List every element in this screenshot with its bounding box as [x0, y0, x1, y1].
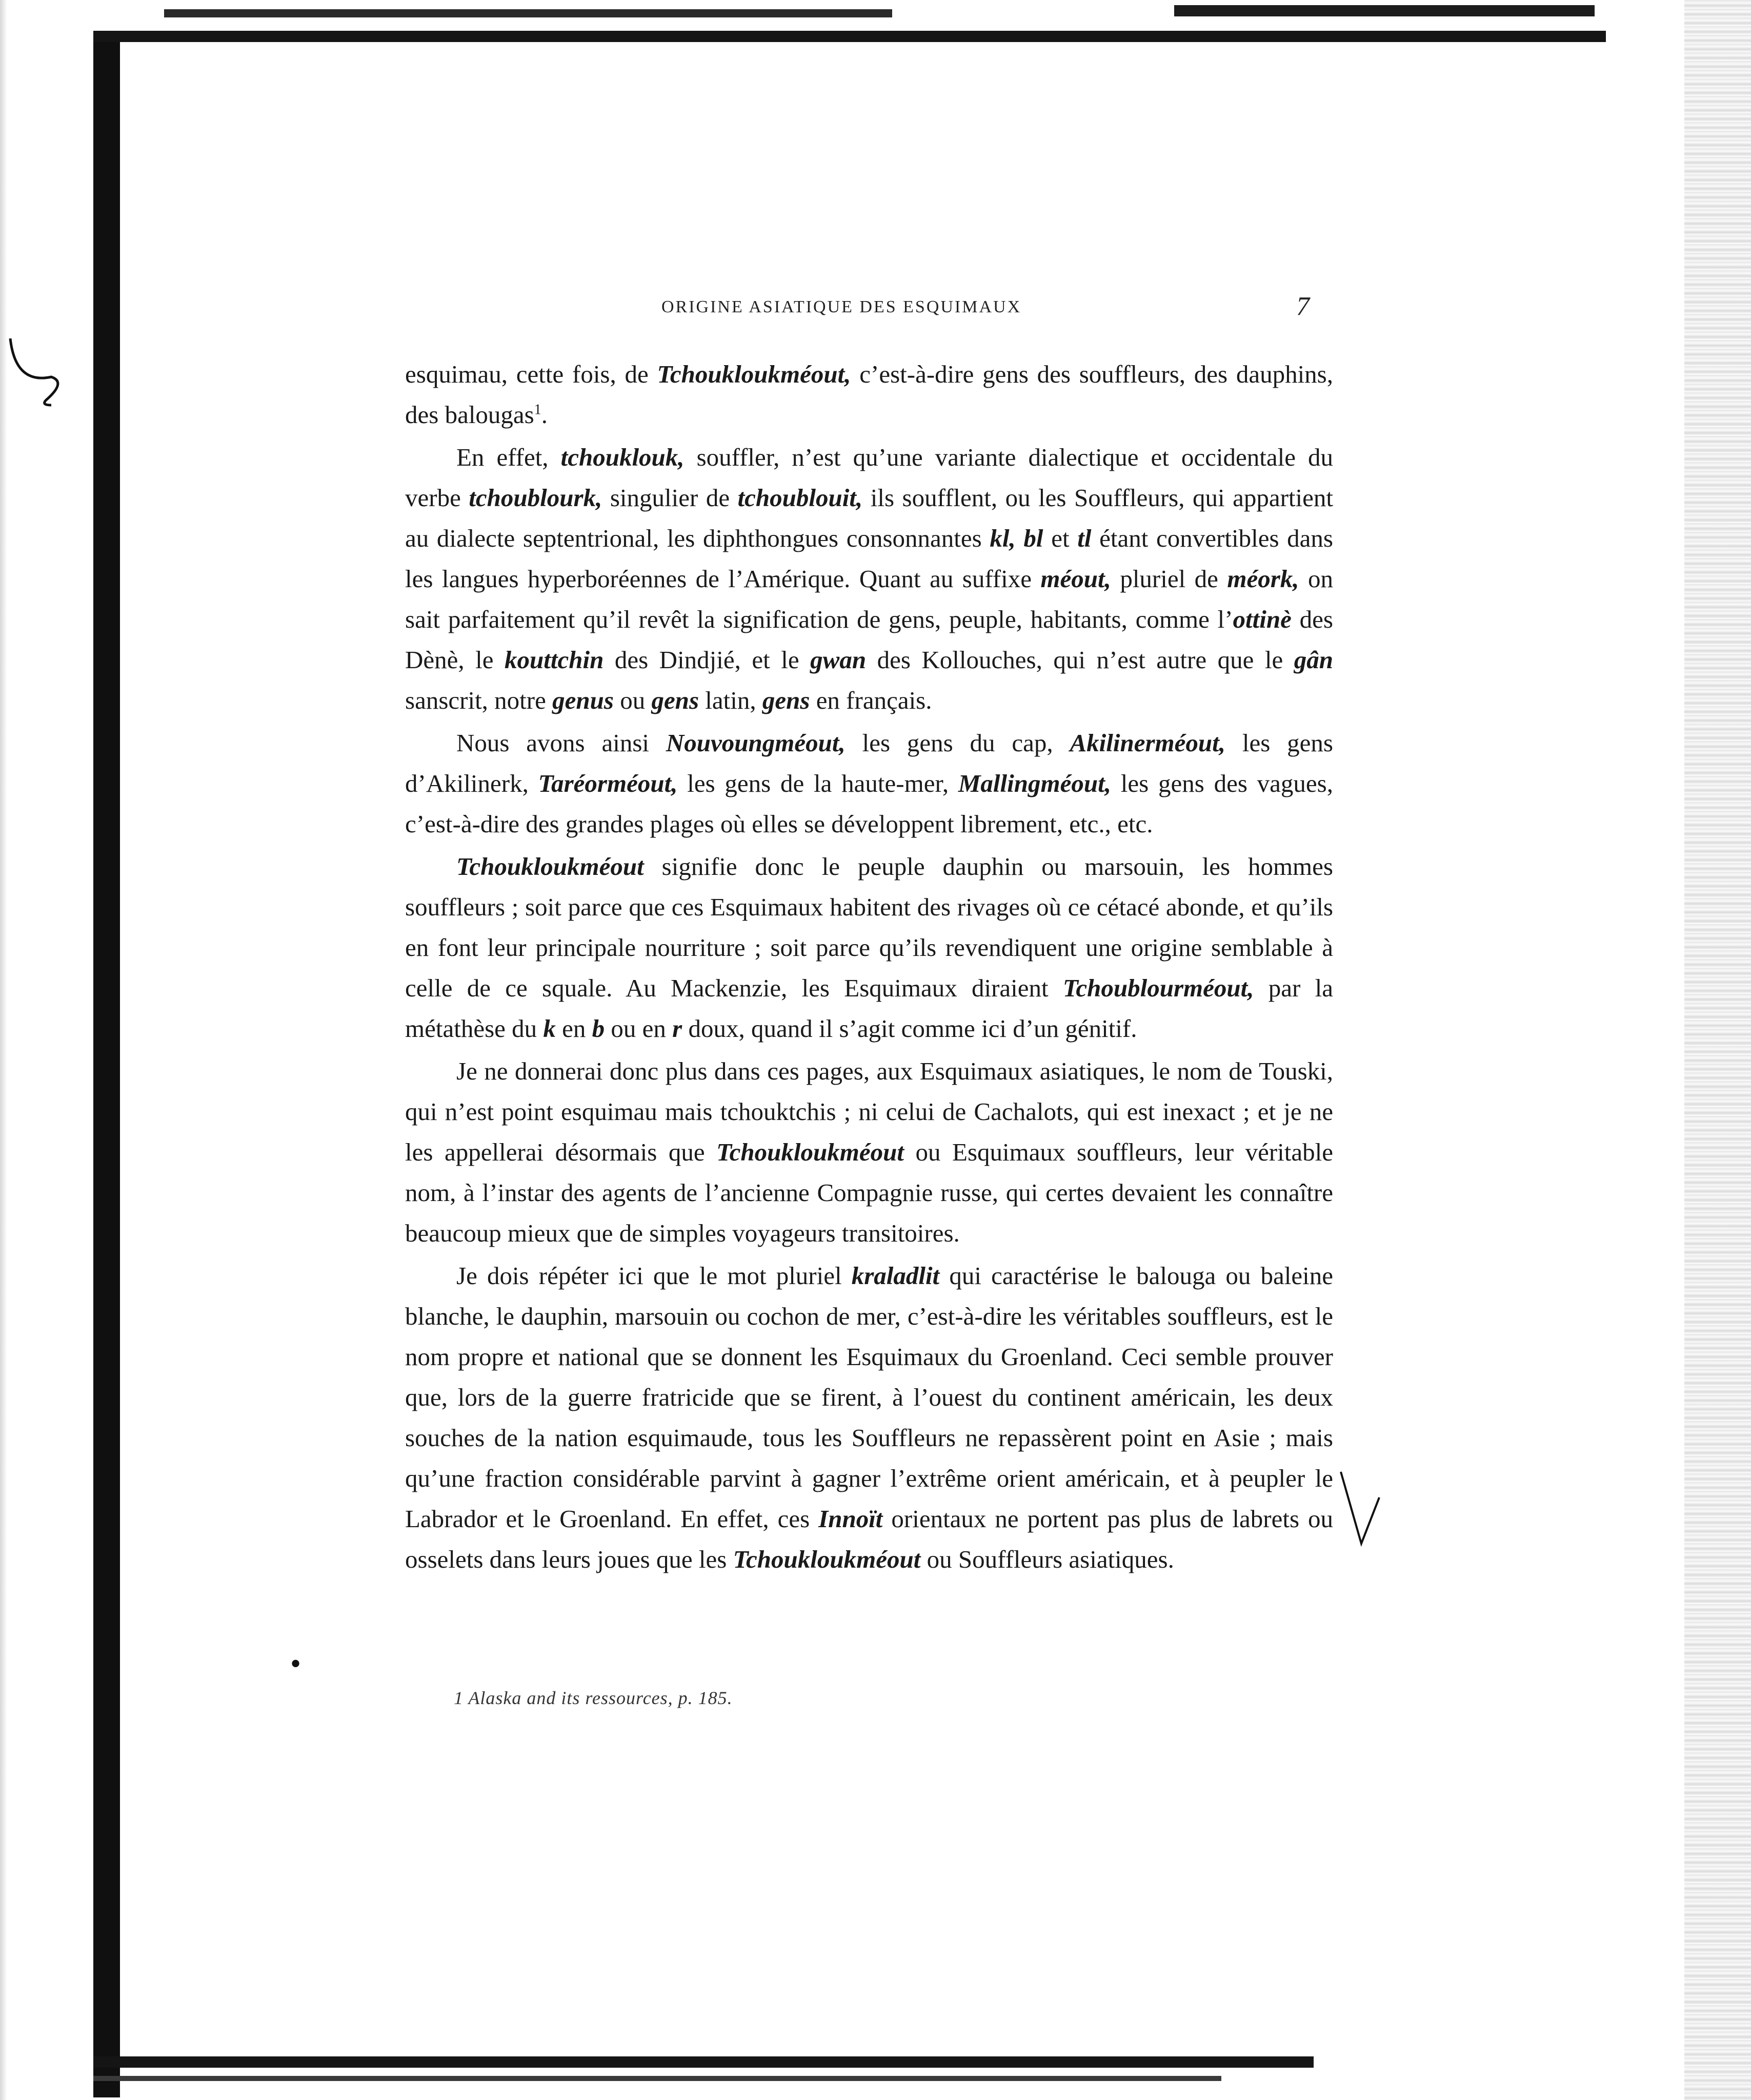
text-run: ils soufflent, ou les Souffleurs, qui appartient au dialecte septentrional, les diphthongues consonnantes [405, 484, 1333, 552]
text-run: les gens de la haute-mer, [677, 769, 958, 797]
italic-term: Innoït [818, 1505, 883, 1533]
text-run: singulier de [602, 484, 738, 512]
italic-term: ottinè [1233, 605, 1292, 633]
italic-term: gân [1294, 646, 1333, 674]
page-number: 7 [1296, 292, 1310, 321]
text-run: ou Souffleurs asiatiques. [920, 1545, 1174, 1573]
text-run: Je dois répéter ici que le mot pluriel [456, 1262, 852, 1290]
text-run: ou en [605, 1014, 673, 1043]
paragraph [405, 354, 1333, 435]
text-run: souffler, n’est qu’une variante dialectique et occidentale du verbe [405, 443, 1333, 512]
text-run: les gens des vagues, c’est-à-dire des grandes plages où elles se développent librement, etc., etc. [405, 769, 1333, 838]
italic-term: b [592, 1014, 605, 1043]
paragraph [405, 723, 1333, 844]
italic-term: Taréorméout, [538, 769, 678, 797]
text-run: étant convertibles dans les langues hyperboréennes de l’Amérique. Quant au suffixe [405, 524, 1333, 593]
body-text [405, 354, 1333, 1579]
italic-term: Tchoublourméout, [1062, 974, 1254, 1002]
paragraph [405, 846, 1333, 1049]
text-run: on sait parfaitement qu’il revêt la signification de gens, peuple, habitants, comme l’ [405, 565, 1333, 633]
paragraph [405, 1051, 1333, 1253]
italic-term: kl, bl [990, 524, 1043, 552]
italic-term: tchoublourk, [469, 484, 602, 512]
italic-term: gwan [810, 646, 867, 674]
text-run: Nous avons ainsi [456, 729, 666, 757]
scan-bottom-rule-thin [93, 2076, 1221, 2081]
margin-tick-mark [1338, 1467, 1384, 1554]
italic-term: gens [762, 686, 810, 714]
text-run: en [555, 1014, 592, 1043]
italic-term: k [543, 1014, 556, 1043]
margin-dot: • [290, 1647, 301, 1681]
text-run: ou Esquimaux souffleurs, leur véritable nom, à l’instar des agents de l’ancienne Compagnie russe, qui certes devaient les connaître beaucoup mieux que de simples voyageurs transitoires. [405, 1138, 1333, 1247]
italic-term: tl [1077, 524, 1092, 552]
text-run: en français. [810, 686, 932, 714]
text-run: des Kollouches, qui n’est autre que le [866, 646, 1294, 674]
text-run: esquimau, cette fois, de [405, 360, 657, 388]
text-run: signifie donc le peuple dauphin ou marsouin, les hommes souffleurs ; soit parce que ces Esquimaux habitent des rivages où ce cétacé abonde, et qu’ils en font leur principale nourriture ; soit parce qu’ils revendiquent une origine semblable à celle de ce squale. Au Mackenzie, les Esquimaux diraient [405, 852, 1333, 1002]
italic-term: Nouvoungméout, [666, 729, 846, 757]
paragraph [405, 1255, 1333, 1579]
text-run: les gens du cap, [845, 729, 1070, 757]
italic-term: Tchoukloukméout [733, 1545, 921, 1573]
text-run: latin, [699, 686, 762, 714]
italic-term: tchouklouk, [560, 443, 685, 471]
italic-term: Tchoukloukméout, [657, 360, 851, 388]
paragraph [405, 437, 1333, 721]
scan-top-rule-noise [164, 9, 892, 17]
italic-term: kouttchin [505, 646, 604, 674]
scan-top-rule-right [1174, 5, 1595, 16]
margin-hook-mark [5, 328, 72, 415]
scan-top-rule [93, 31, 1606, 42]
text-run: Je ne donnerai donc plus dans ces pages, aux Esquimaux asiatiques, le nom de Touski, qui n’est point esquimau mais tchouktchis ; ni celui de Cachalots, qui est inexact ; et je ne les appellerai désormais que [405, 1057, 1333, 1166]
italic-term: Tchoukloukméout [716, 1138, 904, 1166]
text-run: En effet, [456, 443, 561, 471]
text-run: par la métathèse du [405, 974, 1333, 1043]
scan-left-shade [0, 0, 7, 2100]
italic-term: Mallingméout, [958, 769, 1111, 797]
text-run: des Dènè, le [405, 605, 1333, 674]
running-head: ORIGINE ASIATIQUE DES ESQUIMAUX [661, 297, 1022, 316]
scan-bottom-rule [93, 2056, 1314, 2068]
text-run: ou [613, 686, 652, 714]
text-run: orientaux ne portent pas plus de labrets ou osselets dans leurs joues que les [405, 1505, 1333, 1573]
italic-term: méout, [1040, 565, 1111, 593]
italic-term: genus [552, 686, 614, 714]
italic-term: Tchoukloukméout [456, 852, 644, 881]
scan-binding-edge [93, 36, 120, 2097]
italic-term: tchoublouit, [737, 484, 863, 512]
footnote-ref: 1 [534, 402, 541, 418]
text-run: sanscrit, notre [405, 686, 553, 714]
text-run: des Dindjié, et le [603, 646, 811, 674]
scan-right-speckle [1684, 0, 1751, 2100]
italic-term: kraladlit [851, 1262, 940, 1290]
italic-term: gens [651, 686, 699, 714]
italic-term: r [672, 1014, 682, 1043]
text-run: pluriel de [1111, 565, 1227, 593]
text-run: et [1043, 524, 1078, 552]
italic-term: méork, [1227, 565, 1299, 593]
footnote: 1 Alaska and its ressources, p. 185. [454, 1688, 733, 1708]
text-run: qui caractérise le balouga ou baleine blanche, le dauphin, marsouin ou cochon de mer, c’est-à-dire les véritables souffleurs, est le nom propre et national que se donnent les Esquimaux du Groenland. Ceci semble prouver que, lors de la guerre fratricide que se firent, à l’ouest du continent américain, les deux souches de la nation esquimaude, tous les Souffleurs ne repassèrent point en Asie ; mais qu’une fraction considérable parvint à gagner l’extrême orient américain, et à peupler le Labrador et le Groenland. En effet, ces [405, 1262, 1334, 1533]
text-run: les gens d’Akilinerk, [405, 729, 1333, 797]
text-run: c’est-à-dire gens des souffleurs, des dauphins, des balougas [405, 360, 1334, 429]
italic-term: Akilinerméout, [1070, 729, 1226, 757]
text-run: doux, quand il s’agit comme ici d’un génitif. [682, 1014, 1137, 1043]
text-run: . [541, 401, 548, 429]
